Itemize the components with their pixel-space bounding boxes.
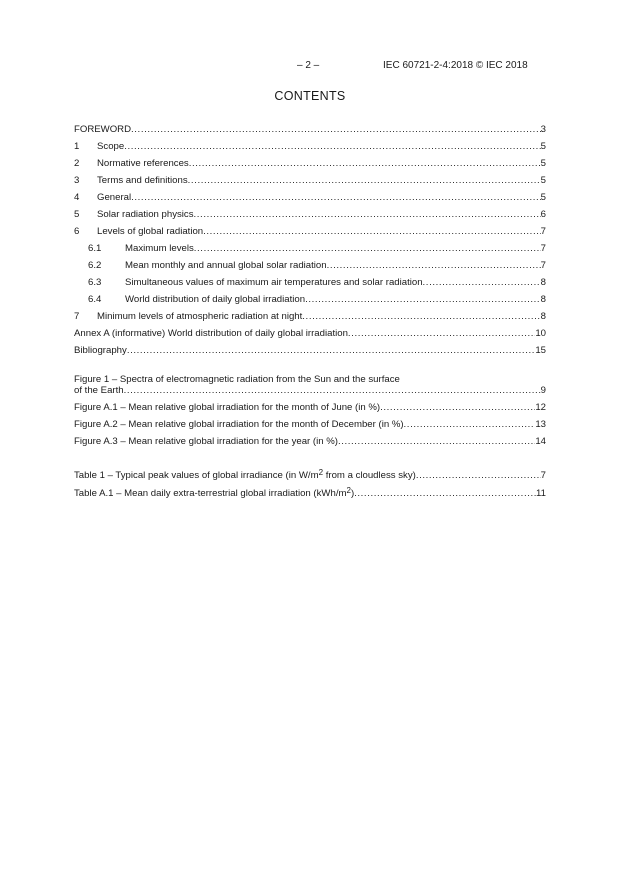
toc-entry-general[interactable] <box>74 192 546 204</box>
leader-dots <box>416 470 541 482</box>
toc-entry-simultaneous-values[interactable] <box>74 277 546 289</box>
table-label-text: Table A.1 – Mean daily extra-terrestrial global irradiation (kWh/m <box>74 488 347 499</box>
table-label-text: Table 1 – Typical peak values of global irradiance (in W/m <box>74 470 319 481</box>
figure-label: of the Earth <box>74 385 124 396</box>
figure-page: 14 <box>535 436 546 447</box>
toc-page: 15 <box>535 345 546 356</box>
toc-page: 6 <box>540 209 546 220</box>
toc-label: FOREWORD <box>74 124 132 135</box>
table-label <box>74 488 354 500</box>
toc-page: 8 <box>540 277 546 288</box>
superscript: 2 <box>346 486 351 495</box>
figure-label: Figure A.2 – Mean relative global irradiation for the month of December (in %) <box>74 419 404 430</box>
toc-entry-levels-global-radiation[interactable] <box>74 226 546 238</box>
toc-number: 2 <box>74 158 80 169</box>
figure-entry-a2[interactable] <box>74 419 546 431</box>
table-entry-a1[interactable] <box>74 488 546 500</box>
toc-entry-terms[interactable] <box>74 175 546 187</box>
superscript: 2 <box>318 468 324 477</box>
page-header-reference: IEC 60721-2-4:2018 © IEC 2018 <box>383 60 528 71</box>
figure-entry-1-line2 <box>74 385 546 397</box>
leader-dots <box>127 345 536 357</box>
table-page: 7 <box>540 470 546 481</box>
figure-page: 9 <box>540 385 546 396</box>
table-label-text-end: from a cloudless sky) <box>323 470 416 481</box>
leader-dots <box>354 488 536 500</box>
toc-entry-foreword[interactable] <box>74 124 546 136</box>
table-page: 11 <box>536 488 546 499</box>
leader-dots <box>131 192 541 204</box>
toc-entry-annex-a[interactable] <box>74 328 546 340</box>
toc-number: 1 <box>74 141 80 152</box>
toc-entry-mean-monthly[interactable] <box>74 260 546 272</box>
leader-dots <box>194 243 541 255</box>
leader-dots <box>203 226 541 238</box>
toc-label: Bibliography <box>74 345 127 356</box>
leader-dots <box>327 260 541 272</box>
figure-entry-a1[interactable] <box>74 402 546 414</box>
toc-page: 5 <box>540 158 546 169</box>
figure-page: 12 <box>535 402 546 413</box>
toc-entry-bibliography[interactable] <box>74 345 546 357</box>
leader-dots <box>131 124 541 136</box>
toc-label: Simultaneous values of maximum air temperatures and solar radiation <box>125 277 423 288</box>
toc-page: 8 <box>540 294 546 305</box>
toc-label: Maximum levels <box>125 243 194 254</box>
toc-number: 4 <box>74 192 80 203</box>
toc-page: 5 <box>540 192 546 203</box>
toc-number: 5 <box>74 209 80 220</box>
leader-dots <box>302 311 540 323</box>
toc-label: World distribution of daily global irradiation <box>125 294 306 305</box>
table-entry-1[interactable] <box>74 470 546 482</box>
toc-label: Minimum levels of atmospheric radiation at night <box>97 311 303 322</box>
toc-page: 8 <box>540 311 546 322</box>
toc-page: 3 <box>540 124 546 135</box>
toc-label: Solar radiation physics <box>97 209 194 220</box>
toc-number: 6.1 <box>88 243 102 254</box>
leader-dots <box>380 402 535 414</box>
toc-label: Levels of global radiation <box>97 226 204 237</box>
figure-page: 13 <box>535 419 546 430</box>
toc-number: 6.2 <box>88 260 102 271</box>
leader-dots <box>124 141 540 153</box>
toc-page: 7 <box>540 243 546 254</box>
figure-label: Figure A.3 – Mean relative global irradiation for the year (in %) <box>74 436 338 447</box>
page-title: CONTENTS <box>274 89 346 103</box>
leader-dots <box>305 294 541 306</box>
toc-entry-maximum-levels[interactable] <box>74 243 546 255</box>
toc-page: 5 <box>540 141 546 152</box>
toc-label: Scope <box>97 141 125 152</box>
toc-page: 7 <box>540 226 546 237</box>
page-header-number: – 2 – <box>297 60 320 71</box>
toc-number: 6.3 <box>88 277 102 288</box>
toc-entry-minimum-levels[interactable] <box>74 311 546 323</box>
toc-label: General <box>97 192 132 203</box>
toc-number: 7 <box>74 311 80 322</box>
toc-entry-solar-radiation-physics[interactable] <box>74 209 546 221</box>
toc-label: Terms and definitions <box>97 175 188 186</box>
toc-label: Annex A (informative) World distribution of daily global irradiation <box>74 328 348 339</box>
table-label-text-end: ) <box>350 488 355 499</box>
toc-entry-normative-references[interactable] <box>74 158 546 170</box>
leader-dots <box>348 328 535 340</box>
figure-entry-a3[interactable] <box>74 436 546 448</box>
leader-dots <box>338 436 535 448</box>
leader-dots <box>124 385 541 397</box>
leader-dots <box>404 419 536 431</box>
leader-dots <box>423 277 541 289</box>
leader-dots <box>189 158 541 170</box>
toc-label: Normative references <box>97 158 189 169</box>
leader-dots <box>188 175 541 187</box>
leader-dots <box>194 209 541 221</box>
toc-entry-world-distribution[interactable] <box>74 294 546 306</box>
toc-page: 7 <box>540 260 546 271</box>
figure-label: Figure A.1 – Mean relative global irradiation for the month of June (in %) <box>74 402 381 413</box>
toc-page: 5 <box>540 175 546 186</box>
figure-label-line1: Figure 1 – Spectra of electromagnetic radiation from the Sun and the surface <box>74 374 400 385</box>
toc-label: Mean monthly and annual global solar radiation <box>125 260 327 271</box>
toc-entry-scope[interactable] <box>74 141 546 153</box>
table-label <box>74 470 416 482</box>
toc-page: 10 <box>535 328 546 339</box>
toc-number: 6 <box>74 226 80 237</box>
toc-number: 3 <box>74 175 80 186</box>
toc-number: 6.4 <box>88 294 102 305</box>
